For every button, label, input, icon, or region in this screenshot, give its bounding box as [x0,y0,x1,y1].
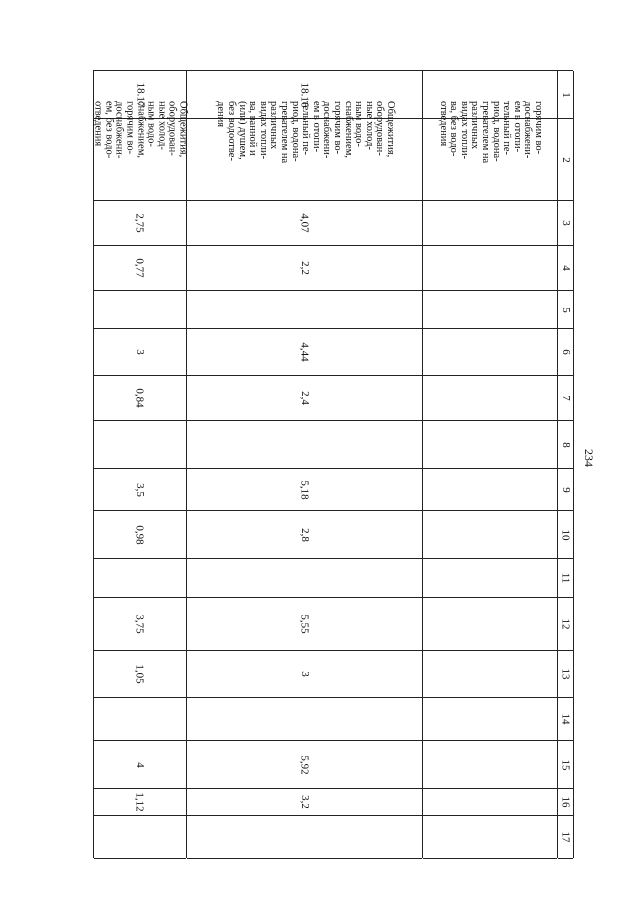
header-number-cell [558,71,573,119]
value-cell [94,246,186,291]
header-number: 7 [559,395,572,401]
value-cell [423,741,557,789]
value-cell [94,376,186,421]
value-text: 0,98 [134,524,146,545]
value-cell [423,559,557,598]
value-text: 3,75 [134,614,146,634]
value-text: 5,18 [298,479,311,500]
header-number: 16 [559,796,572,808]
value-text: 3,2 [298,795,311,809]
row-description-cell [423,100,557,201]
value-cell [94,511,186,559]
value-text: 2,2 [298,261,311,275]
value-cell [187,291,422,329]
value-cell [187,376,422,421]
header-number-cell [558,598,573,651]
value-cell [423,789,557,816]
value-cell [187,329,422,376]
header-number: 5 [559,306,572,313]
header-number-cell [558,741,573,789]
value-cell [94,741,186,789]
header-number-cell [558,511,573,559]
value-text: 1,12 [134,792,146,812]
header-number-cell [558,291,573,329]
value-text: 5,55 [298,614,311,634]
value-cell [187,246,422,291]
header-number: 14 [559,713,572,725]
value-cell [94,598,186,651]
value-text: 0,84 [134,388,146,408]
value-cell [423,329,557,376]
row-description: Общежития, оборудован- ные холод- ным водо- снабжением, горячим во- доснабжени- ем, без водо- отведения [92,100,189,158]
value-cell [423,698,557,741]
value-cell [187,789,422,816]
value-cell [187,816,422,859]
value-cell [423,291,557,329]
value-text: 4 [134,761,146,768]
value-text: 1,05 [134,664,146,684]
tariff-table [93,70,573,858]
value-cell [423,421,557,469]
value-cell [423,469,557,511]
header-number-cell [558,816,573,859]
header-number: 3 [559,220,572,226]
value-text: 2,8 [298,527,311,542]
value-cell [187,651,422,698]
value-text: 4,44 [298,342,311,362]
value-cell [423,651,557,698]
header-number: 4 [559,265,572,271]
header-number: 12 [559,618,572,630]
value-cell [187,598,422,651]
header-number-cell [558,246,573,291]
header-number: 9 [559,486,572,493]
header-number: 10 [559,529,572,540]
value-text: 2,4 [298,391,311,405]
header-number-cell [558,201,573,246]
value-text: 3,5 [134,482,146,497]
value-cell [94,469,186,511]
row-description: Общежития, оборудован- ные холод- ным водо- снабжением, горячим во- доснабжени- ем в отопи- тельный пе- риод, водона- гревателем на различных видах топли- ва, ванной и (или) душем, без водоотве- дения [215,100,396,163]
row-description-cell [187,100,422,201]
header-number: 11 [559,572,572,584]
header-number: 2 [559,156,572,163]
table-row [423,71,558,858]
value-cell [94,559,186,598]
value-text: 2,75 [134,213,146,233]
header-number-cell [558,559,573,598]
row-code: 18.17 [134,82,146,107]
row-description: горячим во- доснабжени- ем в отопи- тельный пе- риод, водона- гревателем на различных видах топли- ва, без водо- отведения [437,100,544,163]
header-number-cell [558,329,573,376]
value-cell [94,698,186,741]
header-number: 13 [559,668,572,680]
header-number-column [558,71,574,858]
header-number-cell [558,376,573,421]
header-number-cell [558,119,573,201]
value-cell [94,651,186,698]
header-number: 8 [559,441,572,448]
value-cell [94,291,186,329]
header-number-cell [558,469,573,511]
value-cell [187,469,422,511]
value-cell [423,246,557,291]
value-cell [423,598,557,651]
value-cell [94,789,186,816]
value-cell [423,201,557,246]
value-cell [423,816,557,859]
header-number: 1 [559,91,572,98]
value-cell [94,816,186,859]
value-cell [187,421,422,469]
header-number-cell [558,421,573,469]
row-description-cell [92,100,189,201]
header-number: 6 [559,349,572,355]
value-text: 3 [298,671,311,677]
value-cell [94,329,186,376]
header-number: 15 [559,759,572,770]
value-cell [187,741,422,789]
header-number-cell [558,789,573,816]
value-text: 5,92 [298,754,311,775]
value-cell [423,376,557,421]
header-number-cell [558,698,573,741]
table-row [187,71,423,858]
header-number-cell [558,651,573,698]
value-cell [187,511,422,559]
page-number: 234 [582,449,596,467]
value-text: 3 [134,349,146,355]
value-text: 4,07 [298,213,311,233]
value-cell [94,201,186,246]
row-code: 18.16 [298,82,311,107]
value-cell [187,698,422,741]
table-row [94,71,187,858]
header-number: 17 [559,831,572,843]
value-cell [423,511,557,559]
value-cell [94,421,186,469]
value-cell [187,559,422,598]
value-cell [187,201,422,246]
value-text: 0,77 [134,258,146,278]
